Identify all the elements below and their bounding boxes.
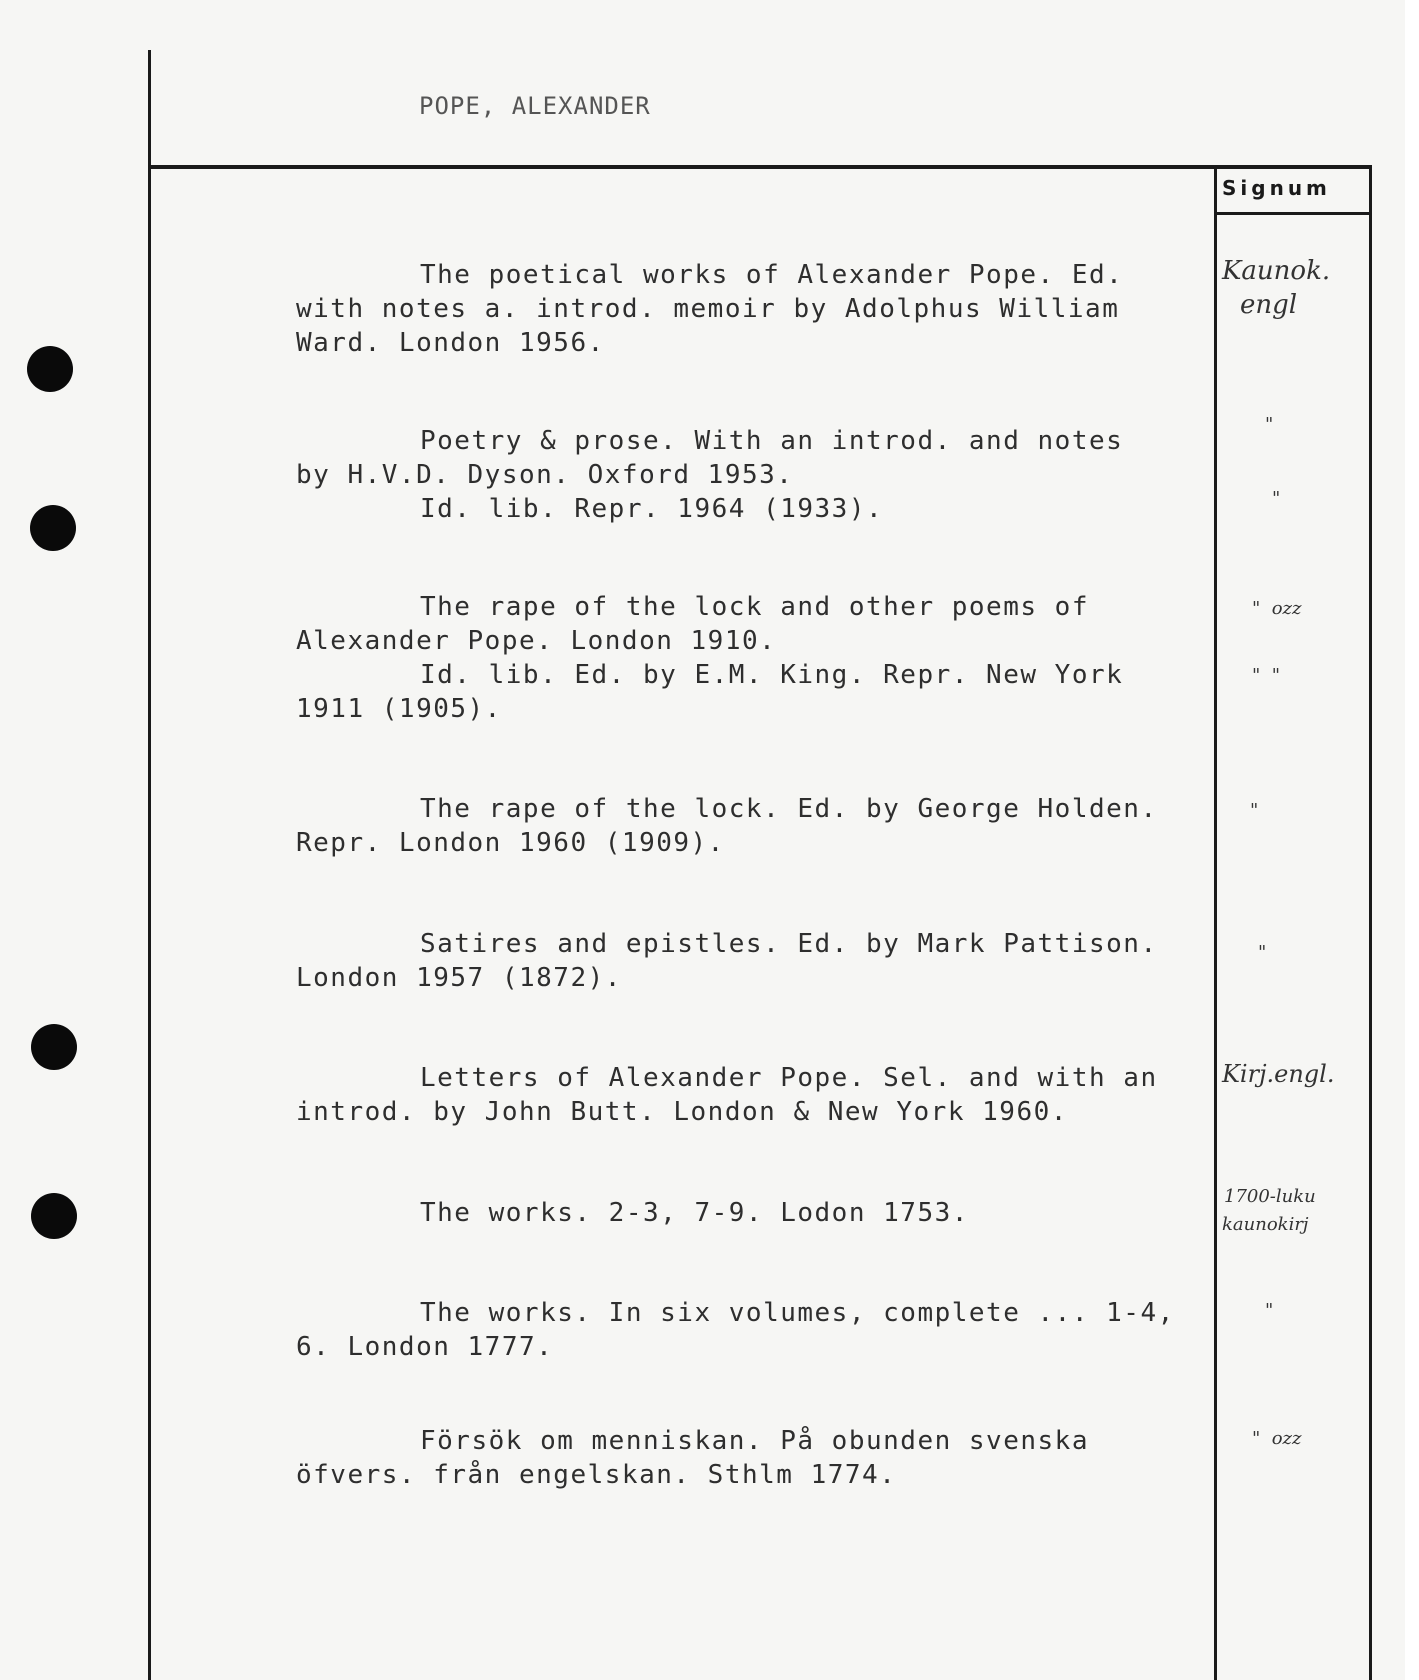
bibliographic-entry	[296, 590, 1196, 726]
signum-note: kaunokirj	[1222, 1214, 1309, 1235]
entry-line: Repr. London 1960 (1909).	[296, 828, 725, 858]
signum-column-label: Signum	[1222, 176, 1331, 200]
entry-line: with notes a. introd. memoir by Adolphus William	[296, 294, 1120, 324]
entry-line: introd. by John Butt. London & New York 1960.	[296, 1097, 1068, 1127]
entry-line: The rape of the lock and other poems of	[420, 592, 1089, 622]
signum-note: "	[1265, 414, 1274, 435]
entry-line: The rape of the lock. Ed. by George Holden.	[420, 794, 1158, 824]
signum-note: "	[1250, 800, 1259, 821]
signum-note: engl	[1240, 290, 1298, 320]
bibliographic-entry	[296, 792, 1196, 860]
bibliographic-entry	[296, 258, 1196, 360]
card-heading: POPE, ALEXANDER	[419, 92, 651, 120]
bibliographic-entry	[296, 1296, 1196, 1364]
punch-hole	[30, 505, 76, 551]
signum-note: "	[1272, 488, 1281, 509]
bibliographic-entry	[296, 1196, 1196, 1230]
entry-line: Id. lib. Ed. by E.M. King. Repr. New York	[420, 660, 1124, 690]
entry-line: öfvers. från engelskan. Sthlm 1774.	[296, 1460, 897, 1490]
punch-hole	[27, 346, 73, 392]
entry-line: Satires and epistles. Ed. by Mark Pattison.	[420, 929, 1158, 959]
signum-note: Kirj.engl.	[1222, 1060, 1335, 1088]
entry-line: Id. lib. Repr. 1964 (1933).	[420, 494, 884, 524]
punch-hole	[31, 1024, 77, 1070]
signum-note: " "	[1252, 665, 1281, 686]
bibliographic-entry	[296, 1424, 1196, 1492]
entry-line: Alexander Pope. London 1910.	[296, 626, 777, 656]
header-rule	[148, 165, 1372, 169]
left-margin-rule	[148, 50, 151, 1680]
bibliographic-entry	[296, 927, 1196, 995]
signum-note: " ozz	[1252, 598, 1302, 619]
entry-line: 1911 (1905).	[296, 694, 502, 724]
entry-line: Letters of Alexander Pope. Sel. and with an	[420, 1063, 1158, 1093]
entry-line: The poetical works of Alexander Pope. Ed.	[420, 260, 1124, 290]
entry-line: London 1957 (1872).	[296, 963, 622, 993]
signum-note: Kaunok.	[1222, 256, 1331, 286]
signum-column-right-rule	[1369, 165, 1372, 1680]
signum-column-left-rule	[1214, 168, 1217, 1680]
bibliographic-entry	[296, 1061, 1196, 1129]
entry-line: 6. London 1777.	[296, 1332, 554, 1362]
signum-note: "	[1258, 942, 1267, 963]
entry-line: The works. In six volumes, complete ... 1-4,	[420, 1298, 1175, 1328]
entry-line: The works. 2-3, 7-9. Lodon 1753.	[420, 1198, 969, 1228]
entry-line: Försök om menniskan. På obunden svenska	[420, 1426, 1089, 1456]
punch-hole	[31, 1193, 77, 1239]
signum-note: " ozz	[1252, 1428, 1302, 1449]
signum-header-rule	[1214, 212, 1372, 215]
bibliographic-entry	[296, 424, 1196, 526]
signum-note: 1700-luku	[1224, 1186, 1316, 1207]
entry-line: Ward. London 1956.	[296, 328, 605, 358]
signum-note: "	[1265, 1300, 1274, 1321]
entry-line: by H.V.D. Dyson. Oxford 1953.	[296, 460, 794, 490]
entry-line: Poetry & prose. With an introd. and notes	[420, 426, 1124, 456]
